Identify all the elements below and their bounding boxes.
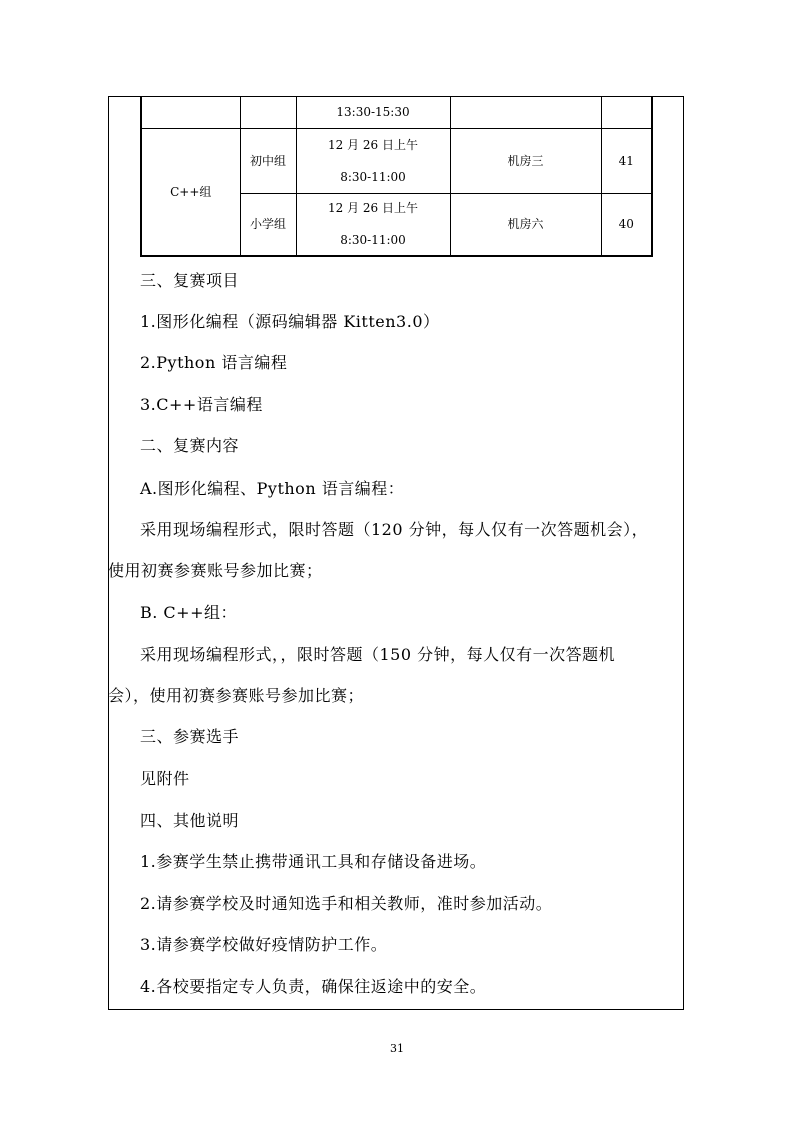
time-cell: [296, 96, 450, 128]
time-line: 13:30-15:30: [336, 104, 410, 119]
list-item: 3.C++语言编程: [140, 395, 263, 414]
count-cell: 41: [601, 128, 652, 193]
room-cell: 机房六: [450, 193, 601, 256]
section-heading: 四、其他说明: [140, 811, 240, 830]
sub-heading: A.图形化编程、Python 语言编程：: [140, 479, 405, 498]
time-line: 12 月 26 日上午: [328, 201, 418, 216]
level-cell: 小学组: [240, 193, 296, 256]
section-heading: 三、参赛选手: [140, 727, 240, 746]
time-line: 8:30-11:00: [340, 233, 406, 248]
group-cell: [141, 96, 240, 128]
paragraph-line: 会），使用初赛参赛账号参加比赛；: [108, 686, 365, 705]
paragraph-line: 使用初赛参赛账号参加比赛；: [108, 561, 323, 580]
room-cell: [450, 96, 601, 128]
time-line: 8:30-11:00: [340, 169, 406, 184]
list-item: 2.请参赛学校及时通知选手和相关教师，准时参加活动。: [140, 894, 553, 913]
page-number: 31: [390, 1042, 404, 1055]
room-cell: 机房三: [450, 128, 601, 193]
list-item: 2.Python 语言编程: [140, 353, 288, 372]
time-line: 12 月 26 日上午: [328, 137, 418, 152]
schedule-table: [140, 96, 653, 257]
list-item: 1.参赛学生禁止携带通讯工具和存储设备进场。: [140, 852, 487, 871]
count-cell: [601, 96, 652, 128]
level-cell: 初中组: [240, 128, 296, 193]
paragraph-line: 采用现场编程形式，，限时答题（150 分钟，每人仅有一次答题机: [140, 645, 616, 664]
section-heading: 三、复赛项目: [140, 271, 240, 290]
sub-heading: B. C++组：: [140, 603, 237, 622]
time-cell: [296, 193, 450, 256]
paragraph-line: 见附件: [140, 769, 190, 788]
level-cell: [240, 96, 296, 128]
count-cell: 40: [601, 193, 652, 256]
time-cell: [296, 128, 450, 193]
list-item: 3.请参赛学校做好疫情防护工作。: [140, 935, 388, 954]
section-heading: 二、复赛内容: [140, 436, 240, 455]
table-row: [141, 128, 652, 193]
list-item: 4.各校要指定专人负责，确保往返途中的安全。: [140, 977, 487, 996]
group-cell: C++组: [141, 128, 240, 256]
table-row: [141, 96, 652, 128]
paragraph-line: 采用现场编程形式，限时答题（120 分钟，每人仅有一次答题机会），: [140, 520, 649, 539]
list-item: 1.图形化编程（源码编辑器 Kitten3.0）: [140, 312, 440, 331]
